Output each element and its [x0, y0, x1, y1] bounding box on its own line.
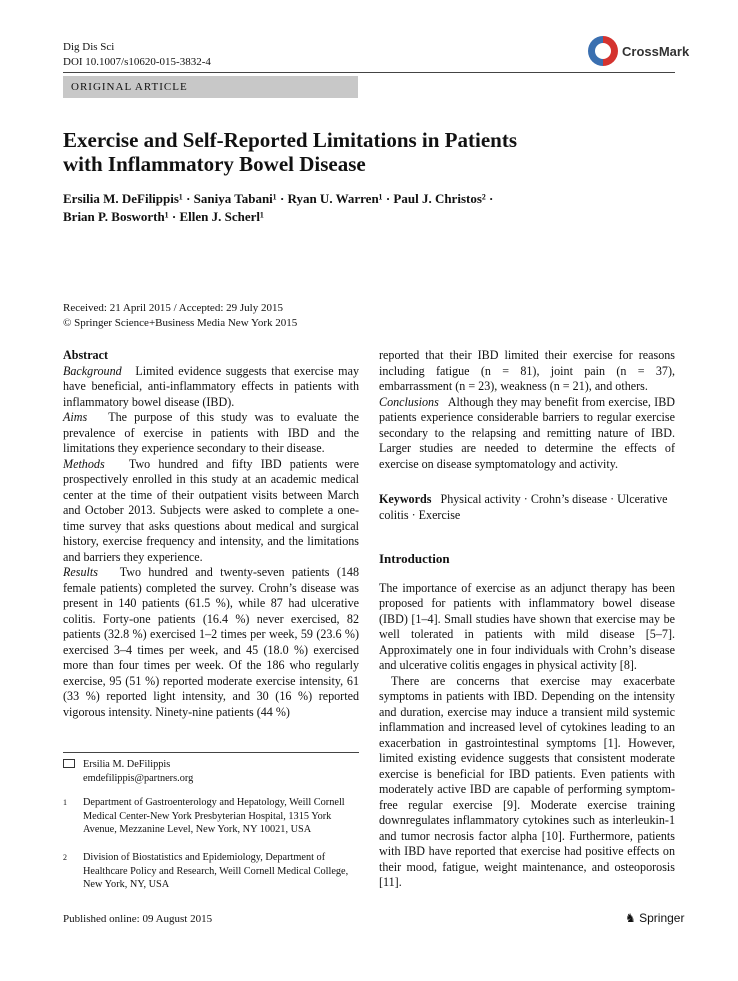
- affiliation-number: 1: [63, 798, 67, 807]
- results-label: Results: [63, 565, 98, 579]
- affiliation-1: [63, 796, 359, 837]
- header-divider: [63, 72, 675, 73]
- paper-title-line2: with Inflammatory Bowel Disease: [63, 152, 366, 176]
- abstract-results: Results Two hundred and twenty-seven patients (148 female patients) completed the survey. Crohn’s disease was present in 140 patients (61.5 %), while 87 had ulcerative colitis. Forty-one patients (16.4 %) never exercised, 82 patients (32.8 %) exercised 1–2 times per week, 59 (23.6 %) exercised 3–4 times per week, and 45 (18.0 %) exercised more than four times per week. Of the 186 who regularly exercise, 95 (51 %) reported moderate exercise intensity, 61 (33 %) reported light intensity, and 30 (16 %) reported vigorous intensity. Ninety-nine patients (44 %): [63, 565, 360, 719]
- footnote-divider: [63, 752, 359, 753]
- envelope-icon: [63, 759, 75, 768]
- affiliation-text: Department of Gastroenterology and Hepatology, Weill Cornell Medical Center-New York Presbyterian Hospital, 1315 York Avenue, Mezzanine Level, New York, NY 10021, USA: [83, 797, 345, 835]
- author-line1: Ersilia M. DeFilippis¹ · Saniya Tabani¹ · Ryan U. Warren¹ · Paul J. Christos² ·: [63, 191, 494, 206]
- background-label: Background: [63, 363, 122, 378]
- paper-title-line1: Exercise and Self-Reported Limitations in Patients: [63, 128, 518, 152]
- abstract-background: Background Limited evidence suggests that exercise may have beneficial, anti-inflammatory effects in patients with inflammatory bowel disease (IBD).: [63, 363, 359, 409]
- introduction-heading: Introduction: [379, 551, 450, 566]
- crossmark-label: CrossMark: [622, 43, 690, 59]
- aims-label: Aims: [63, 410, 88, 424]
- author-line2: Brian P. Bosworth¹ · Ellen J. Scherl¹: [63, 209, 264, 224]
- intro-paragraph-2: There are concerns that exercise may exacerbate symptoms in patients with IBD. Depending on the intensity and duration, exercise may induce a transient mild systemic inflammation and increased level of cytokines leading to an exacerbation in gastrointestinal symptoms [1]. However, limited existing evidence suggests that consistent moderate exercise is beneficial for IBD patients. Even patients with moderately active IBD are capable of performing symptom-free regular exercise [9]. Moderate exercise training downregulates inflammatory cytokines such as interleukin-1 and tumor necrosis factor alpha [10]. Furthermore, patients with IBD have reported that exercise had positive effects on their mood, fatigue, weight maintenance, and osteoporosis [11].: [379, 673, 675, 889]
- published-online: Published online: 09 August 2015: [63, 913, 213, 925]
- abstract-aims: Aims The purpose of this study was to evaluate the prevalence of exercise in patients with IBD and the limitations they experience secondary to their disease.: [63, 410, 359, 455]
- affiliation-number: 2: [63, 853, 67, 862]
- abstract-results-continued: reported that their IBD limited their exercise for reasons including fatigue (n = 81), joint pain (n = 37), embarrassment (n = 23), weakness (n = 21), and others.: [379, 348, 675, 393]
- article-type-banner: ORIGINAL ARTICLE: [63, 76, 358, 98]
- abstract-conclusions: Conclusions Although they may benefit from exercise, IBD patients experience considerable barriers to regular exercise secondary to the relapsing and remitting nature of IBD. Larger studies are needed to determine the effects of exercise on disease symptomatology and activity.: [379, 394, 675, 471]
- conclusions-label: Conclusions: [379, 394, 439, 409]
- affiliation-2: [63, 851, 359, 892]
- crossmark-icon: [588, 36, 618, 66]
- abstract-methods: Methods Two hundred and fifty IBD patients were prospectively enrolled in this study at an academic medical center at the time of their outpatient visits between March and October 2013. Subjects were asked to complete a one-time survey that asks questions about medical and surgical history, exercise frequency and intensity, and the limitations and barriers they experience.: [63, 456, 359, 564]
- correspondence-email[interactable]: emdefilippis@partners.org: [83, 773, 194, 784]
- doi[interactable]: DOI 10.1007/s10620-015-3832-4: [63, 56, 211, 68]
- springer-logo: [625, 911, 684, 925]
- springer-horse-icon: ♞: [625, 911, 636, 925]
- journal-name: Dig Dis Sci: [63, 41, 115, 53]
- correspondence-name: Ersilia M. DeFilippis: [83, 759, 171, 770]
- keywords: [379, 492, 675, 523]
- abstract-heading: Abstract: [63, 348, 109, 362]
- paper-title: [63, 128, 563, 176]
- publisher-name: Springer: [639, 911, 685, 925]
- keywords-list: Physical activity · Crohn’s disease · Ulcerative colitis · Exercise: [379, 492, 668, 522]
- intro-paragraph-1: The importance of exercise as an adjunct therapy has been proposed for patients with inflammatory bowel disease (IBD) [1–4]. Small studies have shown that exercise may be well tolerated in patients with mild disease [5–7]. Approximately one in four individuals with Crohn’s disease and ulcerative colitis engages in physical activity [8].: [379, 580, 675, 672]
- abstract-column: [63, 348, 359, 720]
- right-column: [379, 348, 675, 891]
- publication-dates: [63, 301, 297, 331]
- journal-header: [63, 40, 211, 70]
- affiliation-text: Division of Biostatistics and Epidemiology, Department of Healthcare Policy and Research, Weill Cornell Medical College, New York, NY, USA: [83, 852, 349, 890]
- methods-label: Methods: [63, 456, 105, 471]
- received-accepted: Received: 21 April 2015 / Accepted: 29 July 2015: [63, 302, 283, 314]
- copyright: © Springer Science+Business Media New York 2015: [63, 317, 298, 329]
- correspondence: [63, 758, 359, 786]
- author-list: [63, 190, 533, 226]
- keywords-label: Keywords: [379, 492, 432, 506]
- crossmark-badge[interactable]: [588, 36, 689, 66]
